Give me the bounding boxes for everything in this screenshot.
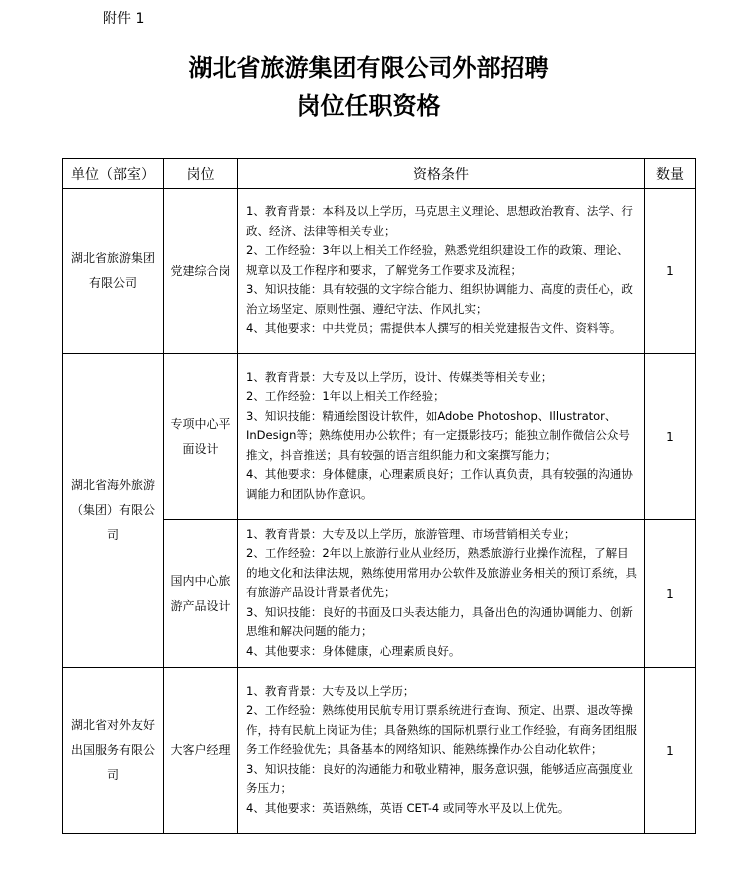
conditions-cell <box>238 520 645 668</box>
page-subtitle: 岗位任职资格 <box>296 92 441 120</box>
condition-item: 4、其他要求：身体健康，心理素质良好。 <box>246 643 461 658</box>
count-cell: 1 <box>645 668 696 834</box>
count-cell: 1 <box>645 354 696 520</box>
condition-item: 1、教育背景：大专及以上学历； <box>246 683 415 698</box>
post-cell: 国内中心旅游产品设计 <box>164 520 238 668</box>
condition-item: 2、工作经验：3年以上相关工作经验，熟悉党组织建设工作的政策、理论、规章以及工作程序和要求，了解党务工作要求及流程； <box>246 243 629 277</box>
qualification-table <box>62 158 696 834</box>
condition-item: 2、工作经验：2年以上旅游行业从业经历，熟悉旅游行业操作流程，了解目的地文化和法律法规，熟练使用常用办公软件及旅游业务相关的预订系统，具有旅游产品设计背景者优先； <box>246 546 637 600</box>
header-count: 数量 <box>645 159 696 189</box>
header-post: 岗位 <box>164 159 238 189</box>
count-cell: 1 <box>645 189 696 354</box>
condition-item: 1、教育背景：本科及以上学历，马克思主义理论、思想政治教育、法学、行政、经济、法律等相关专业； <box>246 204 633 238</box>
post-cell: 专项中心平面设计 <box>164 354 238 520</box>
condition-item: 4、其他要求：中共党员；需提供本人撰写的相关党建报告文件、资料等。 <box>246 321 622 336</box>
table-row <box>63 189 696 354</box>
condition-item: 4、其他要求：英语熟练，英语 CET-4 或同等水平及以上优先。 <box>246 800 570 815</box>
attachment-label: 附件 1 <box>103 11 145 27</box>
condition-item: 4、其他要求：身体健康，心理素质良好；工作认真负责，具有较强的沟通协调能力和团队协作意识。 <box>246 467 633 501</box>
conditions-cell <box>238 189 645 354</box>
post-cell: 党建综合岗 <box>164 189 238 354</box>
condition-item: 3、知识技能：良好的书面及口头表达能力，具备出色的沟通协调能力、创新思维和解决问题的能力； <box>246 604 633 639</box>
condition-item: 1、教育背景：大专及以上学历，旅游管理、市场营销相关专业； <box>246 526 576 541</box>
table-row <box>63 668 696 834</box>
table-row <box>63 354 696 520</box>
condition-item: 1、教育背景：大专及以上学历，设计、传媒类等相关专业； <box>246 369 553 384</box>
conditions-cell <box>238 668 645 834</box>
condition-item: 3、知识技能：具有较强的文字综合能力、组织协调能力、高度的责任心，政治立场坚定、原则性强、遵纪守法、作风扎实； <box>246 282 633 316</box>
condition-item: 2、工作经验：熟练使用民航专用订票系统进行查询、预定、出票、退改等操作，持有民航上岗证为佳；具备熟练的国际机票行业工作经验，有商务团组服务工作经验优先；具备基本的网络知识、能熟练操作办公自动化软件； <box>246 703 637 757</box>
page-title: 湖北省旅游集团有限公司外部招聘 <box>188 54 549 82</box>
unit-cell: 湖北省旅游集团有限公司 <box>63 189 164 354</box>
unit-cell: 湖北省对外友好出国服务有限公司 <box>63 668 164 834</box>
count-cell: 1 <box>645 520 696 668</box>
condition-item: 2、工作经验：1年以上相关工作经验； <box>246 389 445 404</box>
header-unit: 单位（部室） <box>63 159 164 189</box>
unit-cell: 湖北省海外旅游（集团）有限公司 <box>63 354 164 668</box>
conditions-cell <box>238 354 645 520</box>
header-conditions: 资格条件 <box>238 159 645 189</box>
condition-item: 3、知识技能：良好的沟通能力和敬业精神，服务意识强，能够适应高强度业务压力； <box>246 761 633 796</box>
condition-item: 3、知识技能：精通绘图设计软件，如Adobe Photoshop、Illustrator、InDesign等；熟练使用办公软件；有一定摄影技巧；能独立制作微信公众号推文，抖音推送；具有较强的语言组织能力和文案撰写能力； <box>246 408 630 462</box>
post-cell: 大客户经理 <box>164 668 238 834</box>
table-header-row <box>63 159 696 189</box>
